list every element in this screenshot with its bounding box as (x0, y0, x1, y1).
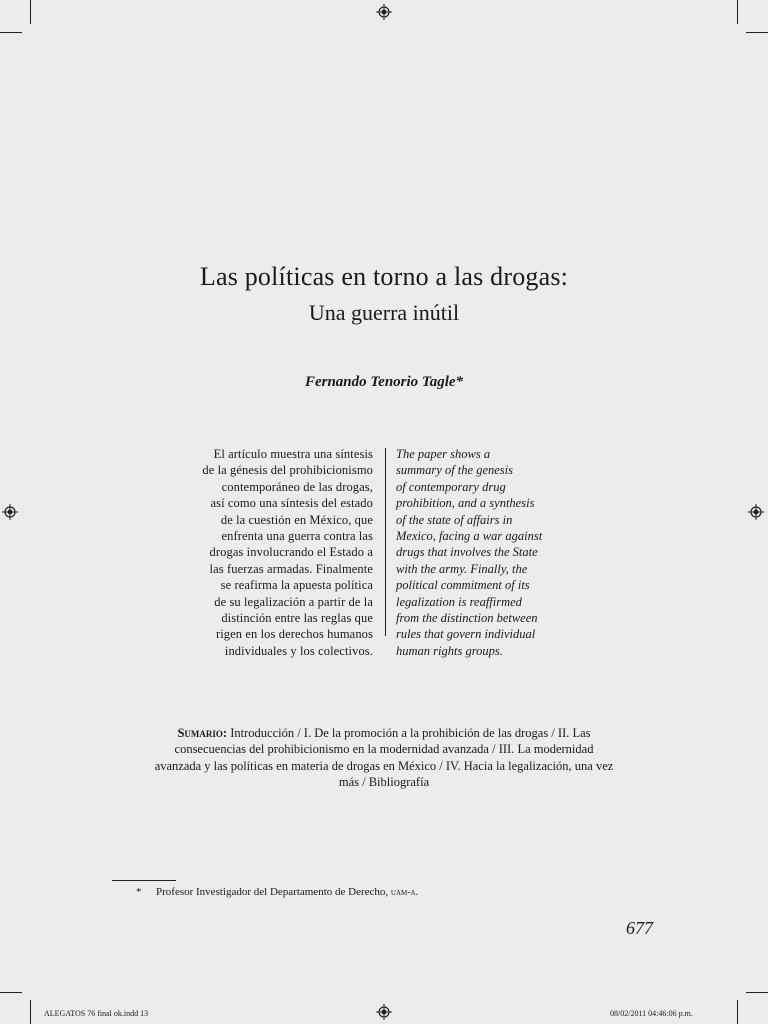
author-name: Fernando Tenorio Tagle* (304, 374, 464, 390)
crop-mark (746, 32, 768, 33)
abstract-line: de la génesis del prohibicionismo (202, 463, 373, 478)
crop-mark (746, 992, 768, 993)
summary-text: Introducción / I. De la promoción a la prohibición de las drogas / II. Las consecuencias del prohibicionismo en la modernidad avanzada / III. La modernidad avanzada y las políticas en materia de drogas en México / IV. Hacia la legalización, una vez más / Bibliografía (154, 726, 614, 790)
abstract-line: prohibition, and a synthesis (396, 496, 535, 511)
abstract-line: legalization is reaffirmed (396, 594, 522, 609)
footnote (136, 886, 418, 898)
summary-block (152, 725, 616, 791)
registration-mark-icon (376, 4, 392, 20)
article-subtitle: Una guerra inútil (308, 300, 460, 325)
registration-mark-icon (376, 1004, 392, 1020)
footnote-affiliation: uam-a. (390, 887, 419, 898)
footnote-text: Profesor Investigador del Departamento de Derecho, (156, 886, 391, 898)
abstract-line: rules that govern individual (396, 627, 536, 642)
abstract-line: se reafirma la apuesta política (220, 578, 373, 593)
abstract-line: of contemporary drug (396, 479, 506, 494)
abstract-english (396, 446, 586, 659)
slug-date: 08/02/2011 04:46:06 p.m. (610, 1009, 693, 1018)
column-divider (385, 448, 386, 636)
crop-mark (30, 0, 31, 24)
abstract-line: contemporáneo de las drogas, (221, 479, 373, 494)
abstract-line: El artículo muestra una síntesis (213, 447, 373, 461)
abstract-line: Mexico, facing a war against (396, 529, 543, 544)
crop-mark (737, 1000, 738, 1024)
slug-file: ALEGATOS 76 final ok.indd 13 (44, 1009, 149, 1018)
abstract-line: drogas involucrando el Estado a (209, 545, 373, 560)
abstract-line: así como una síntesis del estado (210, 496, 373, 511)
crop-mark (737, 0, 738, 24)
article-title: Las políticas en torno a las drogas: (199, 262, 569, 291)
page-number: 677 (626, 918, 653, 938)
abstract-line: political commitment of its (396, 578, 530, 593)
abstract-line: enfrenta una guerra contra las (221, 529, 373, 544)
registration-mark-icon (2, 504, 18, 520)
footnote-mark: * (136, 886, 142, 898)
abstract-line: of the state of affairs in (396, 512, 513, 527)
abstract-line: distinción entre las reglas que (221, 611, 373, 626)
crop-mark (0, 992, 22, 993)
abstract-line: human rights groups. (396, 643, 503, 658)
abstract-line: with the army. Finally, the (396, 561, 528, 576)
abstract-line: from the distinction between (396, 611, 538, 626)
abstract-line: las fuerzas armadas. Finalmente (209, 561, 373, 576)
abstract-line: drugs that involves the State (396, 545, 538, 560)
abstract-line: The paper shows a (396, 447, 491, 461)
abstract-line: de la cuestión en México, que (220, 512, 373, 527)
crop-mark (30, 1000, 31, 1024)
footnote-rule (112, 880, 176, 881)
summary-label: Sumario: (177, 726, 228, 740)
abstract-line: de su legalización a partir de la (214, 594, 373, 609)
crop-mark (0, 32, 22, 33)
abstract-line: summary of the genesis (396, 463, 513, 478)
abstract-spanish (186, 446, 373, 659)
registration-mark-icon (748, 504, 764, 520)
abstract-line: rigen en los derechos humanos (215, 627, 373, 642)
abstract-line: individuales y los colectivos. (224, 643, 373, 658)
